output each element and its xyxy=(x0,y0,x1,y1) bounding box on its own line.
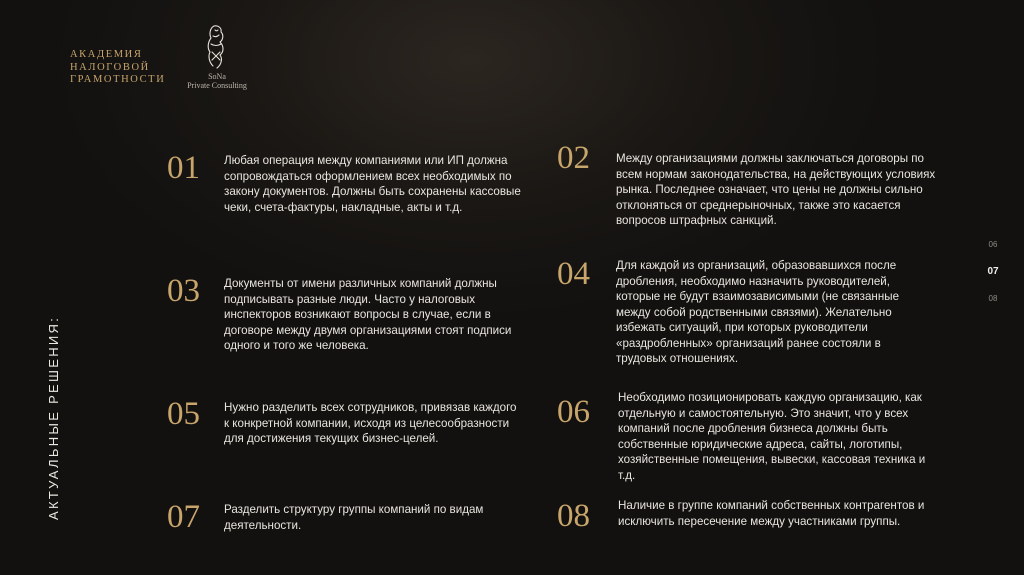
pager-item-07-active[interactable]: 07 xyxy=(987,266,999,277)
item-text: Документы от имени различных компаний должны подписывать разные люди. Часто у налоговых инспекторов возникают вопросы в случае, если в договоре между двумя организациями стоят подписи одного и того же человека. xyxy=(224,277,512,352)
item-text: Между организациями должны заключаться договоры по всем нормам законодательства, на действующих условиях рынка. Последнее означает, что цены не должны сильно отклоняться от среднерыночных, также это касается вопросов штрафных санкций. xyxy=(616,152,936,227)
item-number: 04 xyxy=(557,256,590,292)
item-text: Необходимо позиционировать каждую организацию, как отдельную и самостоятельную. Это значит, что у всех компаний после дробления бизнеса должны быть собственные юридические адреса, сайты, логотипы, хозяйственные помещения, вывески, кассовая техника и т.д. xyxy=(618,391,926,482)
item-text: Нужно разделить всех сотрудников, привязав каждого к конкретной компании, исходя из целесообразности для достижения текущих бизнес-целей. xyxy=(224,401,517,445)
item-text: Для каждой из организаций, образовавшихся после дробления, необходимо назначить руководителей, которые не будут взаимозависимыми (не связанные между собой родственными связями). Желательно избежать ситуаций, при которых руководители «раздробленных» организаций ранее состояли в трудовых отношениях. xyxy=(616,259,900,365)
slide-pager xyxy=(978,238,1008,319)
item-number: 03 xyxy=(167,273,200,309)
sona-logo-caption xyxy=(176,72,258,90)
item-text: Наличие в группе компаний собственных контрагентов и исключить пересечение между участниками группы. xyxy=(618,499,925,528)
sona-name: SoNa xyxy=(208,72,226,81)
item-text: Разделить структуру группы компаний по видам деятельности. xyxy=(224,503,484,532)
section-title: АКТУАЛЬНЫЕ РЕШЕНИЯ: xyxy=(46,315,61,520)
academy-logo-text: АКАДЕМИЯ НАЛОГОВОЙ ГРАМОТНОСТИ xyxy=(70,49,166,85)
sona-subtitle: Private Consulting xyxy=(187,81,247,90)
item-number: 07 xyxy=(167,499,200,535)
pager-item-06[interactable]: 06 xyxy=(988,240,998,249)
pager-item-08[interactable]: 08 xyxy=(988,294,998,303)
item-number: 06 xyxy=(557,394,590,430)
item-number: 02 xyxy=(557,140,590,176)
item-text: Любая операция между компаниями или ИП должна сопровождаться оформлением всех необходимых по закону документов. Должны быть сохранены кассовые чеки, счета-фактуры, накладные, акты и т.д. xyxy=(224,154,521,214)
item-number: 01 xyxy=(167,150,200,186)
item-number: 05 xyxy=(167,396,200,432)
sona-logo-icon xyxy=(198,22,236,72)
item-number: 08 xyxy=(557,498,590,534)
